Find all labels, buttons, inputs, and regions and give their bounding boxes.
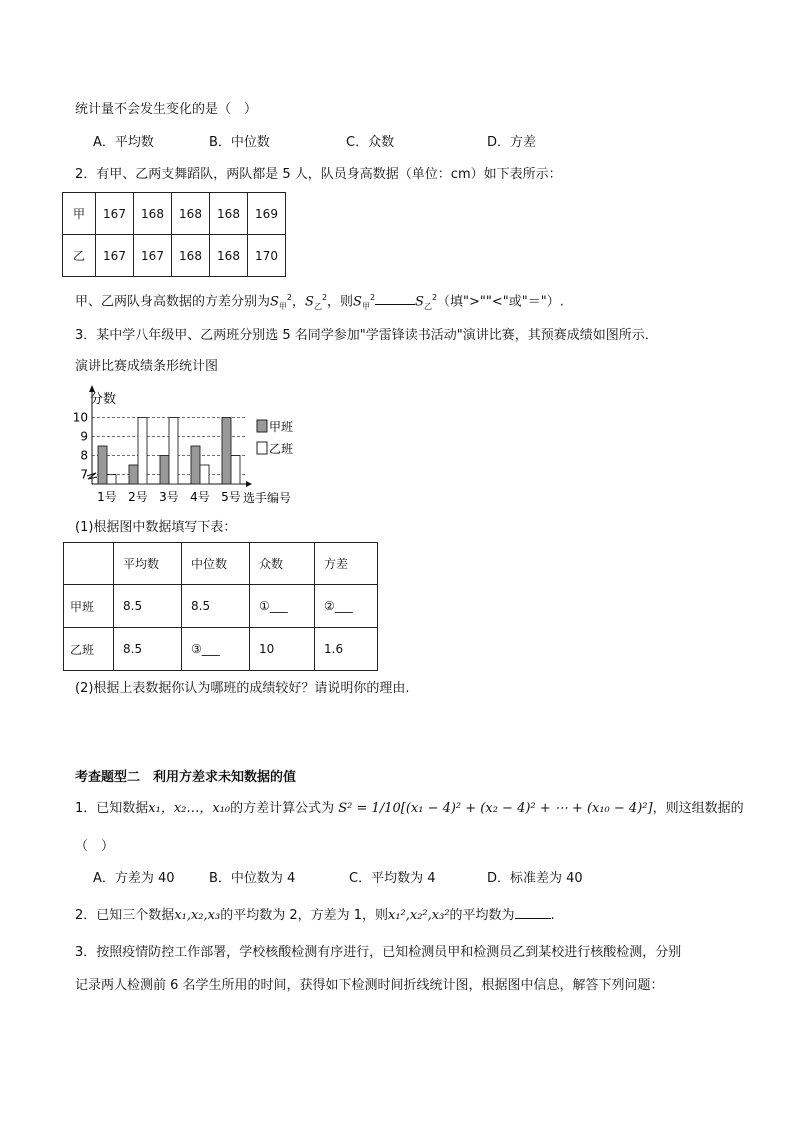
- legend-swatch-yi: [257, 442, 267, 454]
- x-axis-label: 选手编号: [243, 491, 292, 505]
- q1-option-a: A．平均数: [93, 135, 154, 150]
- x-tick-label: 3号: [159, 490, 179, 504]
- table-row: [63, 235, 286, 277]
- x-axis-arrow: [246, 481, 252, 487]
- q3-text: 3．某中学八年级甲、乙两班分别选 5 名同学参加"学雷锋读书活动"演讲比赛，其预赛成绩如图所示．: [75, 328, 658, 343]
- s2-q1-option-d: D．标准差为 40: [487, 871, 583, 886]
- table-cell: 168: [210, 193, 248, 235]
- y-tick-label: 8: [80, 448, 88, 463]
- bar-yi: [169, 418, 178, 485]
- bar-jia: [129, 465, 138, 484]
- y-tick-label: 9: [80, 429, 88, 444]
- table-cell: 1.6: [315, 628, 378, 671]
- table-cell: 168: [210, 235, 248, 277]
- answer-blank[interactable]: [515, 906, 551, 919]
- table-cell: 167: [96, 235, 134, 277]
- bar-chart: [70, 382, 320, 507]
- q2-text: 2．有甲、乙两支舞蹈队，两队都是 5 人，队员身高数据（单位：cm）如下表所示：: [75, 167, 562, 182]
- q3-sub1: (1)根据图中数据填写下表：: [75, 520, 237, 535]
- table-row: [63, 193, 286, 235]
- bar-yi: [231, 456, 240, 485]
- s2-q3-line2: 记录两人检测前 6 名学生所用的时间，获得如下检测时间折线统计图，根据图中信息，解答下列问题：: [75, 978, 664, 993]
- answer-blank[interactable]: [375, 292, 415, 305]
- s2-q1-option-a: A．方差为 40: [93, 871, 175, 886]
- y-axis-label: 分数: [90, 392, 117, 407]
- table-cell: 8.5: [182, 585, 250, 628]
- x-tick-label: 1号: [97, 490, 117, 504]
- table-cell: 168: [172, 235, 210, 277]
- table-cell: 甲班: [64, 585, 114, 628]
- s2-q3-line1: 3．按照疫情防控工作部署，学校核酸检测有序进行，已知检测员甲和检测员乙到某校进行核酸检测，分别: [75, 945, 682, 960]
- s2-q1-paren: （ ）: [75, 839, 115, 854]
- bar-yi: [138, 418, 147, 485]
- table-header-mode: 众数: [250, 543, 315, 585]
- bar-jia: [160, 456, 169, 485]
- row-label: 甲: [63, 193, 96, 235]
- q1-option-b: B．中位数: [209, 135, 270, 150]
- answer-blank-2[interactable]: ②___: [315, 585, 378, 628]
- axis-break-mark: [87, 473, 97, 479]
- q2-variance-question: 甲、乙两队身高数据的方差分别为$S_甲^2$，$S_乙^2$，则$S_甲^2$ $S_乙^2$（填">""<"或"＝"）.: [75, 293, 564, 311]
- table-cell: 168: [134, 193, 172, 235]
- section-heading: 考查题型二 利用方差求未知数据的值: [75, 770, 297, 785]
- table-cell: 167: [96, 193, 134, 235]
- table-row: [64, 585, 378, 628]
- bar-yi: [107, 475, 116, 485]
- y-axis-arrow: [89, 385, 95, 392]
- table-cell: 乙班: [64, 628, 114, 671]
- x-tick-label: 4号: [190, 490, 210, 504]
- table-header-mean: 平均数: [114, 543, 182, 585]
- s2-q1-line: 1．已知数据x₁，x₂…，x₁₀的方差计算公式为 S² = 1/10[(x₁ − 4)² + (x₂ − 4)² + ⋯ + (x₁₀ − 4)²]，则这组数据的: [75, 801, 744, 816]
- legend-label-jia: 甲班: [269, 420, 294, 434]
- legend-swatch-jia: [257, 420, 267, 432]
- bar-jia: [222, 418, 231, 485]
- legend-label-yi: 乙班: [269, 442, 294, 456]
- s2-q2-line: 2．已知三个数据x₁,x₂,x₃的平均数为 2，方差为 1，则x₁²,x₂²,x₃²的平均数为 .: [75, 908, 555, 923]
- y-tick-label: 7: [80, 467, 88, 482]
- chart-title: 演讲比赛成绩条形统计图: [75, 359, 219, 374]
- answer-blank-3[interactable]: ③___: [182, 628, 250, 671]
- variance-formula: S² = 1/10[(x₁ − 4)² + (x₂ − 4)² + ⋯ + (x₁₀ − 4)²]: [338, 801, 653, 816]
- table-cell: 167: [134, 235, 172, 277]
- table-row: [64, 628, 378, 671]
- height-table: [62, 192, 286, 277]
- bar-jia: [98, 446, 107, 484]
- s2-q1-option-c: C．平均数为 4: [349, 871, 436, 886]
- y-tick-label: 10: [72, 410, 88, 425]
- table-cell: 8.5: [114, 628, 182, 671]
- table-cell: 168: [172, 193, 210, 235]
- x-tick-label: 5号: [221, 490, 241, 504]
- table-cell: 8.5: [114, 585, 182, 628]
- q1-option-d: D．方差: [487, 135, 537, 150]
- row-label: 乙: [63, 235, 96, 277]
- q1-option-c: C．众数: [346, 135, 395, 150]
- table-cell: 170: [248, 235, 286, 277]
- q3-sub2: (2)根据上表数据你认为哪班的成绩较好？请说明你的理由.: [75, 681, 410, 696]
- score-table: [63, 542, 378, 671]
- table-cell: [64, 543, 114, 585]
- table-cell: 169: [248, 193, 286, 235]
- table-row: [64, 543, 378, 585]
- answer-blank-1[interactable]: ①___: [250, 585, 315, 628]
- intro-line: 统计量不会发生变化的是（ ）: [75, 102, 258, 117]
- s2-q1-option-b: B．中位数为 4: [209, 871, 296, 886]
- table-header-median: 中位数: [182, 543, 250, 585]
- bar-jia: [191, 446, 200, 484]
- bar-yi: [200, 465, 209, 484]
- table-cell: 10: [250, 628, 315, 671]
- x-tick-label: 2号: [128, 490, 148, 504]
- table-header-variance: 方差: [315, 543, 378, 585]
